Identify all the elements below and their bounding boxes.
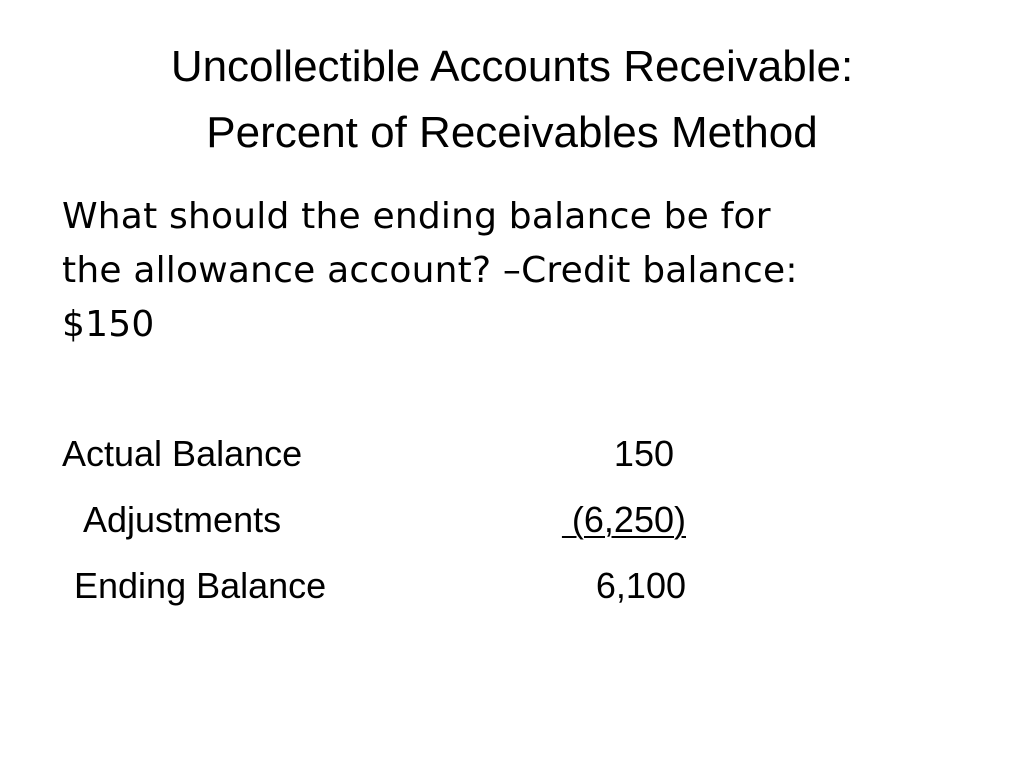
ending-balance-row xyxy=(0,562,1024,610)
title-line-2: Percent of Receivables Method xyxy=(206,108,818,157)
actual-balance-value: 150 xyxy=(613,433,674,474)
ending-balance-value: 6,100 xyxy=(595,565,686,606)
title-line-1: Uncollectible Accounts Receivable: xyxy=(170,42,854,91)
question-line-3: $150 xyxy=(62,304,155,345)
actual-balance-row xyxy=(0,430,1024,478)
question-text xyxy=(62,190,942,352)
adjustments-label: Adjustments xyxy=(83,499,282,540)
question-line-2: the allowance account? –Credit balance: xyxy=(62,250,798,291)
adjustments-row xyxy=(0,496,1024,544)
actual-balance-label: Actual Balance xyxy=(62,433,303,474)
adjustments-value: (6,250) xyxy=(561,499,686,540)
slide-title xyxy=(0,34,1024,166)
question-line-1: What should the ending balance be for xyxy=(62,196,771,237)
ending-balance-label: Ending Balance xyxy=(74,565,327,606)
